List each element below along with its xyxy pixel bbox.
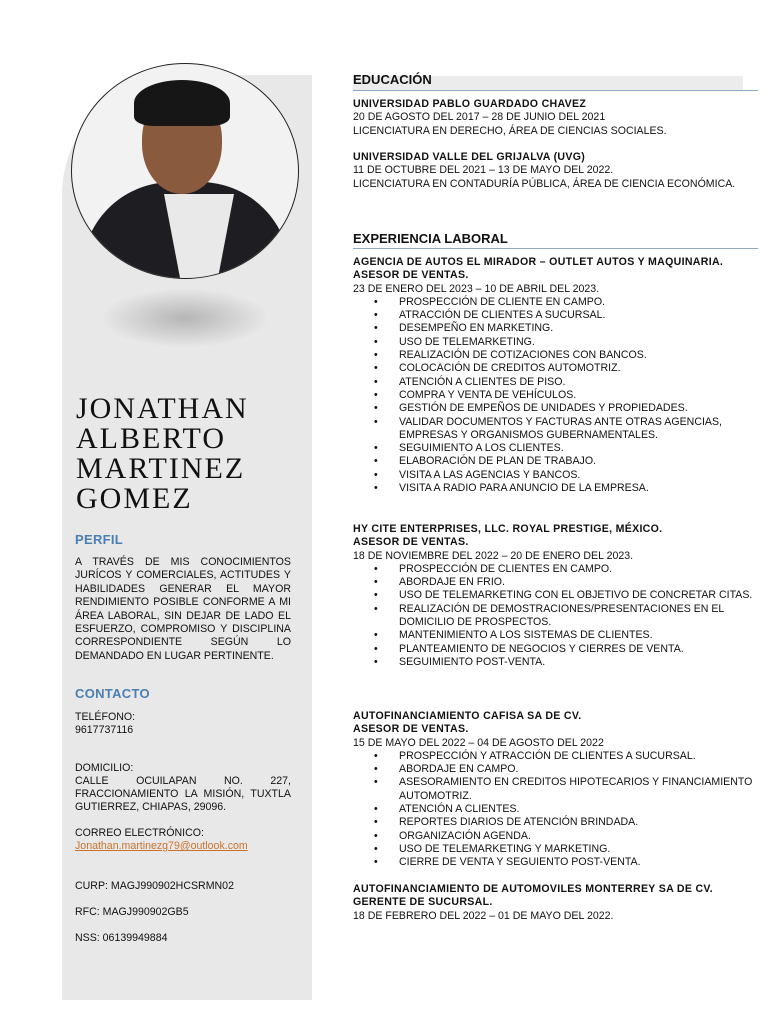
task-item: • PROSPECCIÓN Y ATRACCIÓN DE CLIENTES A SUCURSAL. (399, 750, 753, 763)
job-dates: 23 DE ENERO DEL 2023 – 10 DE ABRIL DEL 2023. (353, 282, 600, 295)
rfc: RFC: MAGJ990902GB5 (75, 906, 189, 918)
task-item: • VALIDAR DOCUMENTOS Y FACTURAS ANTE OTRAS AGENCIAS, EMPRESAS Y ORGANISMOS GUBERNAMENTALES. (399, 416, 753, 443)
company-name: AUTOFINANCIAMIENTO CAFISA SA DE CV. (353, 710, 582, 722)
task-item: • REALIZACIÓN DE DEMOSTRACIONES/PRESENTACIONES EN EL DOMICILIO DE PROSPECTOS. (399, 603, 753, 630)
job-role: ASESOR DE VENTAS. (353, 536, 469, 549)
name-line: ALBERTO (76, 422, 226, 455)
job-role: GERENTE DE SUCURSAL. (353, 896, 493, 909)
school-name: UNIVERSIDAD PABLO GUARDADO CHAVEZ (353, 98, 587, 110)
job-dates: 18 DE FEBRERO DEL 2022 – 01 DE MAYO DEL 2022. (353, 909, 614, 922)
job-dates: 18 DE NOVIEMBRE DEL 2022 – 20 DE ENERO DEL 2023. (353, 549, 634, 562)
task-item: • DESEMPEÑO EN MARKETING. (399, 322, 753, 335)
name-line: MARTINEZ (76, 452, 246, 485)
education-item (353, 151, 753, 191)
job-role: ASESOR DE VENTAS. (353, 269, 469, 282)
task-item: • VISITA A LAS AGENCIAS Y BANCOS. (399, 469, 753, 482)
task-item: • ATENCIÓN A CLIENTES DE PISO. (399, 376, 753, 389)
job-entry (353, 883, 753, 923)
task-item: • ASESORAMIENTO EN CREDITOS HIPOTECARIOS Y FINANCIAMIENTO AUTOMOTRIZ. (399, 776, 753, 803)
degree: LICENCIATURA EN DERECHO, ÁREA DE CIENCIAS SOCIALES. (353, 124, 667, 137)
address-value: CALLE OCUILAPAN NO. 227, FRACCIONAMIENTO LA MISIÓN, TUXTLA GUTIERREZ, CHIAPAS, 29096. (75, 775, 291, 813)
profile-text: A TRAVÉS DE MIS CONOCIMIENTOS JURÍCOS Y COMERCIALES, ACTITUDES Y HABILIDADES GENERAR EL MAYOR RENDIMIENTO POSIBLE CONFORME A MI ÁREA LABORAL, SIN DEJAR DE LADO EL ESFUERZO, COMPROMISO Y DISCIPLINA CORRESPONDIENTE SEGÚN LO DEMANDADO EN LUGAR PERTINENTE. (75, 556, 291, 662)
task-item: • PROSPECCIÓN DE CLIENTE EN CAMPO. (399, 296, 753, 309)
curp: CURP: MAGJ990902HCSRMN02 (75, 880, 234, 892)
task-item: • COLOCACIÓN DE CREDITOS AUTOMOTRIZ. (399, 362, 753, 375)
name-line: JONATHAN (76, 392, 249, 425)
task-item: • ELABORACIÓN DE PLAN DE TRABAJO. (399, 455, 753, 468)
task-item: • MANTENIMIENTO A LOS SISTEMAS DE CLIENTES. (399, 629, 753, 642)
task-item: • PLANTEAMIENTO DE NEGOCIOS Y CIERRES DE VENTA. (399, 643, 753, 656)
degree: LICENCIATURA EN CONTADURÍA PÚBLICA, ÁREA DE CIENCIA ECONÓMICA. (353, 177, 736, 190)
profile-heading: PERFIL (75, 532, 124, 547)
address-label: DOMICILIO: (75, 762, 134, 774)
job-entry (353, 710, 753, 870)
email-link[interactable]: Jonathan.martinezg79@outlook.com (75, 840, 248, 852)
task-item: • ATRACCIÓN DE CLIENTES A SUCURSAL. (399, 309, 753, 322)
job-role: ASESOR DE VENTAS. (353, 723, 469, 736)
nss: NSS: 06139949884 (75, 932, 168, 944)
experience-underline (353, 248, 758, 249)
task-item: • ATENCIÓN A CLIENTES. (399, 803, 753, 816)
task-list (353, 563, 753, 669)
education-dates: 11 DE OCTUBRE DEL 2021 – 13 DE MAYO DEL 2022. (353, 164, 614, 177)
task-item: • PROSPECCIÓN DE CLIENTES EN CAMPO. (399, 563, 753, 576)
task-item: • USO DE TELEMARKETING Y MARKETING. (399, 843, 753, 856)
task-item: • REALIZACIÓN DE COTIZACIONES CON BANCOS. (399, 349, 753, 362)
task-item: • SEGUIMIENTO A LOS CLIENTES. (399, 442, 753, 455)
task-item: • VISITA A RADIO PARA ANUNCIO DE LA EMPRESA. (399, 482, 753, 495)
task-item: • GESTIÓN DE EMPEÑOS DE UNIDADES Y PROPIEDADES. (399, 402, 753, 415)
school-name: UNIVERSIDAD VALLE DEL GRIJALVA (UVG) (353, 151, 586, 163)
task-list (353, 750, 753, 870)
company-name: HY CITE ENTERPRISES, LLC. ROYAL PRESTIGE, MÉXICO. (353, 523, 663, 535)
profile-photo (72, 64, 298, 278)
experience-heading: EXPERIENCIA LABORAL (353, 231, 508, 246)
education-underline (353, 90, 758, 91)
task-item: • ABORDAJE EN CAMPO. (399, 763, 753, 776)
job-dates: 15 DE MAYO DEL 2022 – 04 DE AGOSTO DEL 2022 (353, 736, 604, 749)
phone-label: TELÉFONO: (75, 711, 136, 723)
education-dates: 20 DE AGOSTO DEL 2017 – 28 DE JUNIO DEL 2021 (353, 111, 606, 124)
contact-heading: CONTACTO (75, 686, 150, 701)
education-item (353, 98, 753, 138)
job-entry (353, 523, 753, 669)
task-item: • COMPRA Y VENTA DE VEHÍCULOS. (399, 389, 753, 402)
task-item: • ABORDAJE EN FRIO. (399, 576, 753, 589)
task-item: • ORGANIZACIÓN AGENDA. (399, 830, 753, 843)
email-label: CORREO ELECTRÓNICO: (75, 827, 204, 839)
company-name: AGENCIA DE AUTOS EL MIRADOR – OUTLET AUTOS Y MAQUINARIA. (353, 256, 724, 268)
task-item: • SEGUIMIENTO POST-VENTA. (399, 656, 753, 669)
task-item: • CIERRE DE VENTA Y SEGUIENTO POST-VENTA. (399, 856, 753, 869)
phone-value: 9617737116 (75, 724, 134, 736)
company-name: AUTOFINANCIAMIENTO DE AUTOMOVILES MONTERREY SA DE CV. (353, 883, 714, 895)
task-item: • USO DE TELEMARKETING CON EL OBJETIVO DE CONCRETAR CITAS. (399, 589, 753, 602)
task-item: • USO DE TELEMARKETING. (399, 336, 753, 349)
name-line: GOMEZ (76, 482, 193, 515)
full-name (76, 394, 296, 514)
job-entry (353, 256, 753, 495)
task-item: • REPORTES DIARIOS DE ATENCIÓN BRINDADA. (399, 816, 753, 829)
education-heading: EDUCACIÓN (353, 72, 432, 87)
task-list (353, 296, 753, 495)
photo-shadow (100, 288, 270, 348)
